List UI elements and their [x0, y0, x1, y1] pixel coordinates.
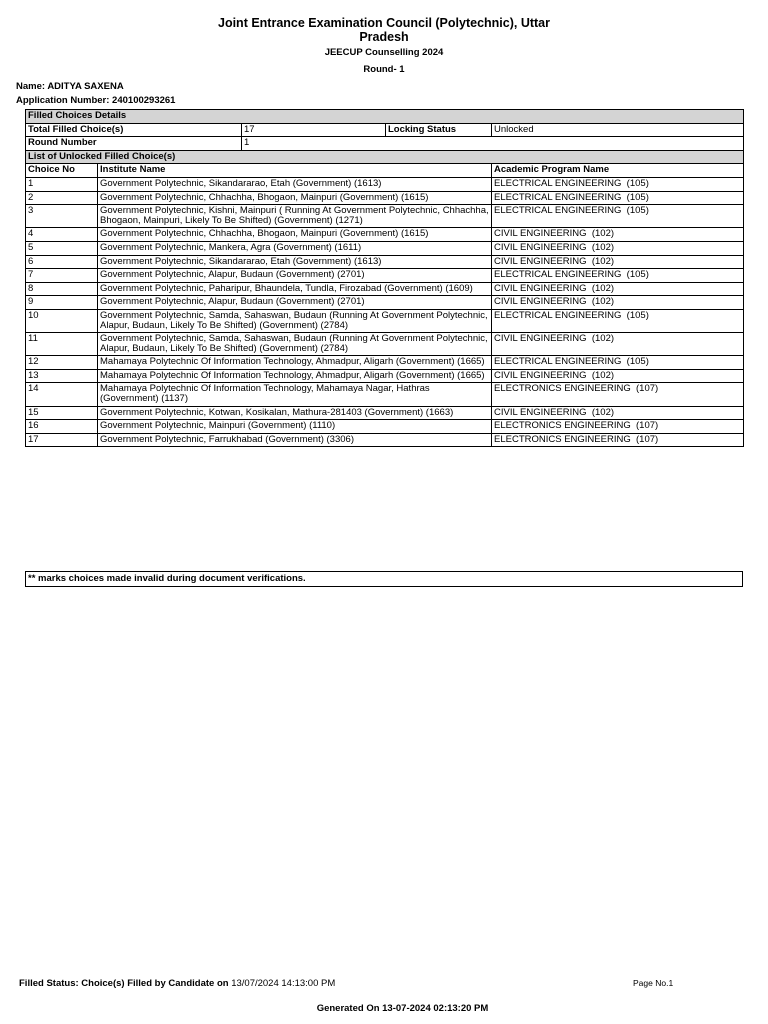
institute-name: Government Polytechnic, Paharipur, Bhaundela, Tundla, Firozabad (Government) (1609) — [98, 282, 492, 296]
choice-number: 14 — [26, 383, 98, 406]
round-number-row — [26, 137, 744, 151]
unlocked-list-header-row — [26, 150, 744, 164]
program-name: ELECTRICAL ENGINEERING (105) — [492, 309, 744, 332]
choice-row — [26, 205, 744, 228]
institute-name: Government Polytechnic, Alapur, Budaun (Government) (2701) — [98, 269, 492, 283]
program-name: ELECTRICAL ENGINEERING (105) — [492, 356, 744, 370]
choice-number: 9 — [26, 296, 98, 310]
institute-name: Government Polytechnic, Chhachha, Bhogaon, Mainpuri (Government) (1615) — [98, 191, 492, 205]
locking-status-value: Unlocked — [492, 123, 744, 137]
choice-number: 4 — [26, 228, 98, 242]
invalid-choices-note: ** marks choices made invalid during document verifications. — [25, 571, 743, 587]
institute-name: Government Polytechnic, Mankera, Agra (Government) (1611) — [98, 241, 492, 255]
institute-name: Government Polytechnic, Sikandararao, Etah (Government) (1613) — [98, 177, 492, 191]
locking-status-label: Locking Status — [386, 123, 492, 137]
institute-name: Government Polytechnic, Alapur, Budaun (Government) (2701) — [98, 296, 492, 310]
program-name: CIVIL ENGINEERING (102) — [492, 406, 744, 420]
institute-name: Mahamaya Polytechnic Of Information Technology, Ahmadpur, Aligarh (Government) (1665) — [98, 369, 492, 383]
program-name: CIVIL ENGINEERING (102) — [492, 282, 744, 296]
program-name: CIVIL ENGINEERING (102) — [492, 255, 744, 269]
choice-row — [26, 309, 744, 332]
choice-number: 17 — [26, 433, 98, 447]
program-name: CIVIL ENGINEERING (102) — [492, 228, 744, 242]
institute-name: Government Polytechnic, Mainpuri (Government) (1110) — [98, 420, 492, 434]
choice-row — [26, 269, 744, 283]
choice-row — [26, 296, 744, 310]
institute-name: Government Polytechnic, Samda, Sahaswan, Budaun (Running At Government Polytechnic, Alapur, Budaun, Likely To Be Shifted) (Government) (2784) — [98, 333, 492, 356]
institute-name: Government Polytechnic, Samda, Sahaswan, Budaun (Running At Government Polytechnic, Alapur, Budaun, Likely To Be Shifted) (Government) (2784) — [98, 309, 492, 332]
choice-row — [26, 433, 744, 447]
document-header — [0, 16, 768, 75]
program-name: CIVIL ENGINEERING (102) — [492, 333, 744, 356]
choice-number: 15 — [26, 406, 98, 420]
col-program-name: Academic Program Name — [492, 164, 744, 178]
choice-row — [26, 369, 744, 383]
col-choice-no: Choice No — [26, 164, 98, 178]
program-name: ELECTRICAL ENGINEERING (105) — [492, 177, 744, 191]
choice-row — [26, 420, 744, 434]
choice-row — [26, 255, 744, 269]
institute-name: Mahamaya Polytechnic Of Information Technology, Ahmadpur, Aligarh (Government) (1665) — [98, 356, 492, 370]
program-name: ELECTRICAL ENGINEERING (105) — [492, 191, 744, 205]
filled-details-title: Filled Choices Details — [26, 110, 744, 124]
choice-number: 3 — [26, 205, 98, 228]
candidate-info — [16, 80, 175, 108]
column-header-row — [26, 164, 744, 178]
institute-name: Government Polytechnic, Kishni, Mainpuri ( Running At Government Polytechnic, Chhachha, Bhogaon, Mainpuri, Likely To Be Shifted) (Government) (1271) — [98, 205, 492, 228]
institute-name: Government Polytechnic, Chhachha, Bhogaon, Mainpuri (Government) (1615) — [98, 228, 492, 242]
filled-status-label: Filled Status: Choice(s) Filled by Candidate on — [19, 978, 229, 989]
page-number: Page No.1 — [633, 978, 674, 988]
round-number-label: Round Number — [26, 137, 242, 151]
generated-on: Generated On 13-07-2024 02:13:20 PM — [316, 1003, 489, 1014]
program-name: CIVIL ENGINEERING (102) — [492, 241, 744, 255]
choice-row — [26, 191, 744, 205]
program-name: CIVIL ENGINEERING (102) — [492, 296, 744, 310]
unlocked-list-title: List of Unlocked Filled Choice(s) — [26, 150, 744, 164]
total-filled-row — [26, 123, 744, 137]
council-title: Joint Entrance Examination Council (Polytechnic), Uttar Pradesh — [218, 16, 550, 44]
program-name: ELECTRICAL ENGINEERING (105) — [492, 205, 744, 228]
choice-row — [26, 406, 744, 420]
filled-status-date: 13/07/2024 14:13:00 PM — [231, 978, 336, 989]
choice-number: 5 — [26, 241, 98, 255]
choice-row — [26, 241, 744, 255]
choice-row — [26, 383, 744, 406]
filled-choices-table — [25, 109, 744, 447]
filled-status — [19, 978, 335, 989]
program-name: CIVIL ENGINEERING (102) — [492, 369, 744, 383]
institute-name: Mahamaya Polytechnic Of Information Technology, Mahamaya Nagar, Hathras (Government) (1137) — [98, 383, 492, 406]
institute-name: Government Polytechnic, Sikandararao, Etah (Government) (1613) — [98, 255, 492, 269]
total-filled-value: 17 — [242, 123, 386, 137]
counselling-subtitle: JEECUP Counselling 2024 — [324, 47, 444, 58]
choice-number: 13 — [26, 369, 98, 383]
program-name: ELECTRONICS ENGINEERING (107) — [492, 433, 744, 447]
program-name: ELECTRONICS ENGINEERING (107) — [492, 420, 744, 434]
choice-number: 6 — [26, 255, 98, 269]
choice-number: 12 — [26, 356, 98, 370]
choice-row — [26, 356, 744, 370]
round-number-value: 1 — [242, 137, 744, 151]
choice-row — [26, 177, 744, 191]
choice-number: 8 — [26, 282, 98, 296]
choice-row — [26, 282, 744, 296]
total-filled-label: Total Filled Choice(s) — [26, 123, 242, 137]
choice-row — [26, 333, 744, 356]
choice-number: 11 — [26, 333, 98, 356]
choice-row — [26, 228, 744, 242]
institute-name: Government Polytechnic, Farrukhabad (Government) (3306) — [98, 433, 492, 447]
institute-name: Government Polytechnic, Kotwan, Kosikalan, Mathura-281403 (Government) (1663) — [98, 406, 492, 420]
choice-number: 7 — [26, 269, 98, 283]
choice-number: 2 — [26, 191, 98, 205]
choice-number: 10 — [26, 309, 98, 332]
col-institute-name: Institute Name — [98, 164, 492, 178]
choice-number: 16 — [26, 420, 98, 434]
filled-details-header-row — [26, 110, 744, 124]
round-label: Round- 1 — [363, 64, 405, 75]
program-name: ELECTRICAL ENGINEERING (105) — [492, 269, 744, 283]
choice-number: 1 — [26, 177, 98, 191]
program-name: ELECTRONICS ENGINEERING (107) — [492, 383, 744, 406]
candidate-name: Name: ADITYA SAXENA — [16, 81, 124, 92]
application-number: Application Number: 240100293261 — [16, 95, 176, 106]
